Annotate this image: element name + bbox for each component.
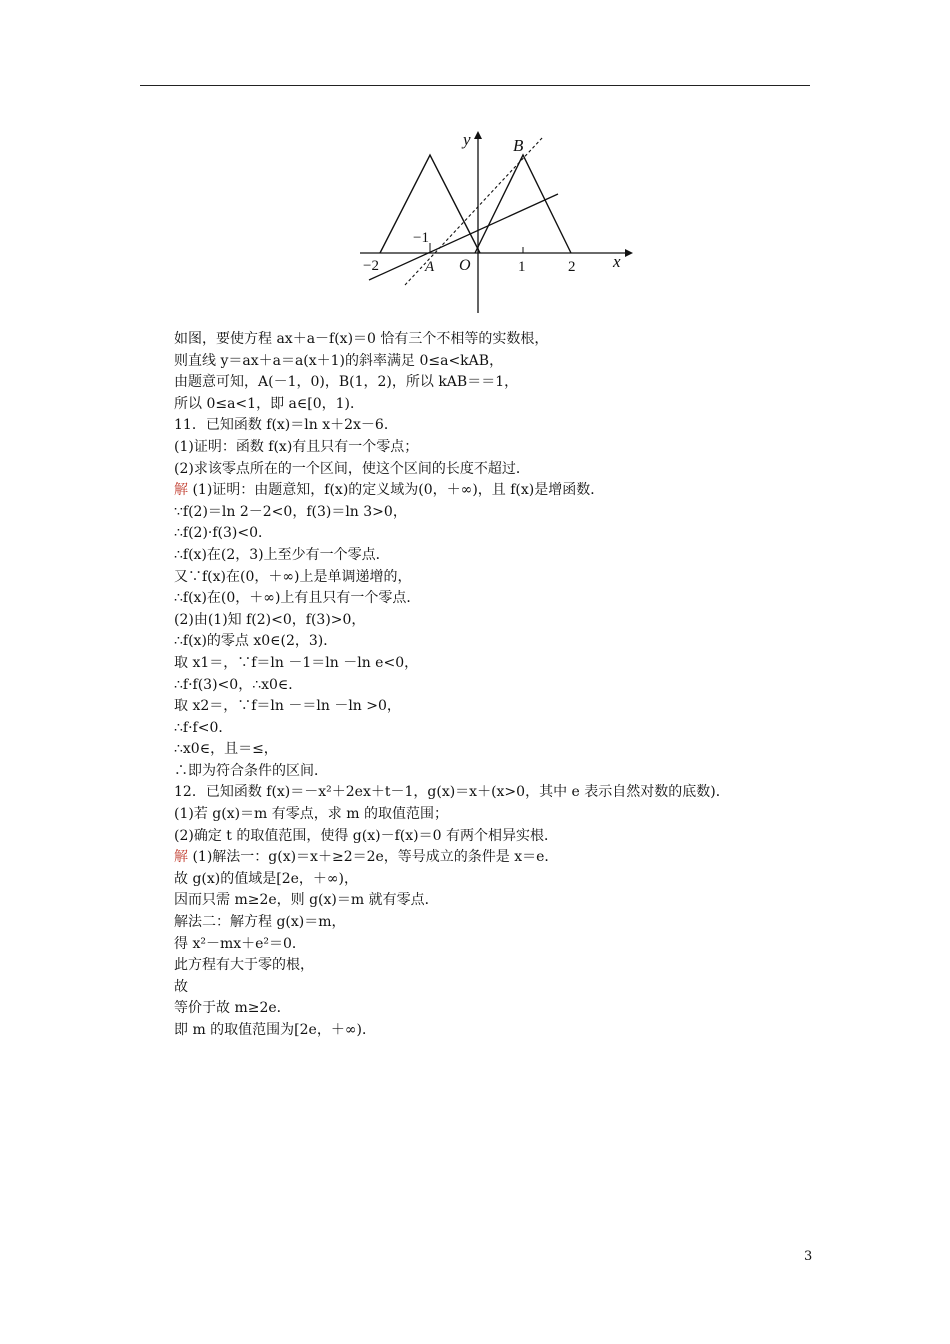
- label-x: x: [613, 252, 621, 271]
- text-line: ∴f·f<0．: [174, 719, 233, 736]
- label-y: y: [463, 130, 471, 149]
- text-line: ∴f(x)的零点 x0∈(2，3)．: [174, 633, 338, 650]
- left-triangle: [380, 155, 480, 253]
- text-line: 即 m 的取值范围为[2e，＋∞)．: [174, 1022, 376, 1038]
- label-a: A: [425, 259, 435, 275]
- page-number: 3: [804, 1249, 813, 1264]
- text-line: (2)由(1)知 f(2)<0，f(3)>0，: [174, 611, 366, 628]
- solution-label: 解: [174, 849, 188, 866]
- x-axis-arrow-icon: [625, 249, 633, 257]
- solution-12-text: (1)解法一：g(x)＝x＋≥2＝2e，等号成立的条件是 x＝e．: [188, 849, 559, 866]
- text-line: 取 x1＝，∵f＝ln －1＝ln －ln e<0，: [174, 654, 419, 671]
- label-o: O: [459, 257, 471, 274]
- text-line: 等价于故 m≥2e．: [174, 1000, 291, 1017]
- solution-11-line: [174, 480, 834, 502]
- label-minus-1: −1: [413, 230, 429, 246]
- problem-12-title: 12．已知函数 f(x)＝－x²＋2ex＋t－1，g(x)＝x＋(x>0，其中 e 表示自然对数的底数)．: [174, 784, 730, 801]
- text-line: 则直线 y＝ax＋a＝a(x＋1)的斜率满足 0≤a<kAB，: [174, 352, 504, 369]
- text-line: (2)求该零点所在的一个区间，使这个区间的长度不超过．: [174, 460, 530, 477]
- problem-11-title: 11．已知函数 f(x)＝ln x＋2x－6．: [174, 417, 398, 434]
- text-line: (1)若 g(x)＝m 有零点，求 m 的取值范围；: [174, 806, 448, 823]
- text-line: ∵f(2)＝ln 2－2<0，f(3)＝ln 3>0，: [174, 503, 407, 520]
- text-line: (2)确定 t 的取值范围，使得 g(x)－f(x)＝0 有两个相异实根．: [174, 827, 558, 844]
- solution-11-text: (1)证明：由题意知，f(x)的定义域为(0，＋∞)，且 f(x)是增函数．: [188, 482, 605, 499]
- text-line: ∴即为符合条件的区间．: [174, 762, 328, 779]
- y-axis-arrow-icon: [474, 131, 482, 139]
- right-triangle: [475, 155, 571, 253]
- text-line: ∴x0∈，且＝≤，: [174, 741, 278, 758]
- text-line: 又∵f(x)在(0，＋∞)上是单调递增的，: [174, 568, 412, 585]
- solution-12-line: [174, 847, 834, 869]
- text-line: 故 g(x)的值域是[2e，＋∞)，: [174, 870, 359, 887]
- function-graph-figure: [355, 125, 635, 320]
- solution-label: 解: [174, 482, 188, 499]
- label-1: 1: [518, 259, 526, 275]
- text-line: 取 x2＝，∵f＝ln －＝ln －ln >0，: [174, 698, 401, 715]
- header-rule: [140, 85, 810, 86]
- text-line: ∴f(x)在(2，3)上至少有一个零点．: [174, 546, 390, 563]
- text-line: ∴f(2)·f(3)<0．: [174, 525, 273, 542]
- label-minus-2: −2: [363, 258, 379, 274]
- text-line: 所以 0≤a<1，即 a∈[0，1)．: [174, 395, 364, 412]
- text-line: 故: [174, 978, 188, 995]
- text-line: 如图，要使方程 ax＋a－f(x)＝0 恰有三个不相等的实数根，: [174, 331, 549, 347]
- text-line: 由题意可知，A(－1，0)，B(1，2)，所以 kAB＝＝1，: [174, 374, 519, 391]
- text-line: (1)证明：函数 f(x)有且只有一个零点；: [174, 438, 419, 455]
- text-line: ∴f(x)在(0，＋∞)上有且只有一个零点．: [174, 590, 421, 607]
- text-line: ∴f·f(3)<0，∴x0∈．: [174, 676, 303, 693]
- label-2: 2: [568, 259, 576, 275]
- text-line: 因而只需 m≥2e，则 g(x)＝m 就有零点．: [174, 892, 439, 909]
- text-line: 得 x²－mx＋e²＝0．: [174, 935, 306, 952]
- text-line: 解法二：解方程 g(x)＝m，: [174, 914, 346, 931]
- solution-text: [174, 329, 834, 1042]
- label-b: B: [513, 136, 524, 155]
- text-line: 此方程有大于零的根，: [174, 957, 314, 974]
